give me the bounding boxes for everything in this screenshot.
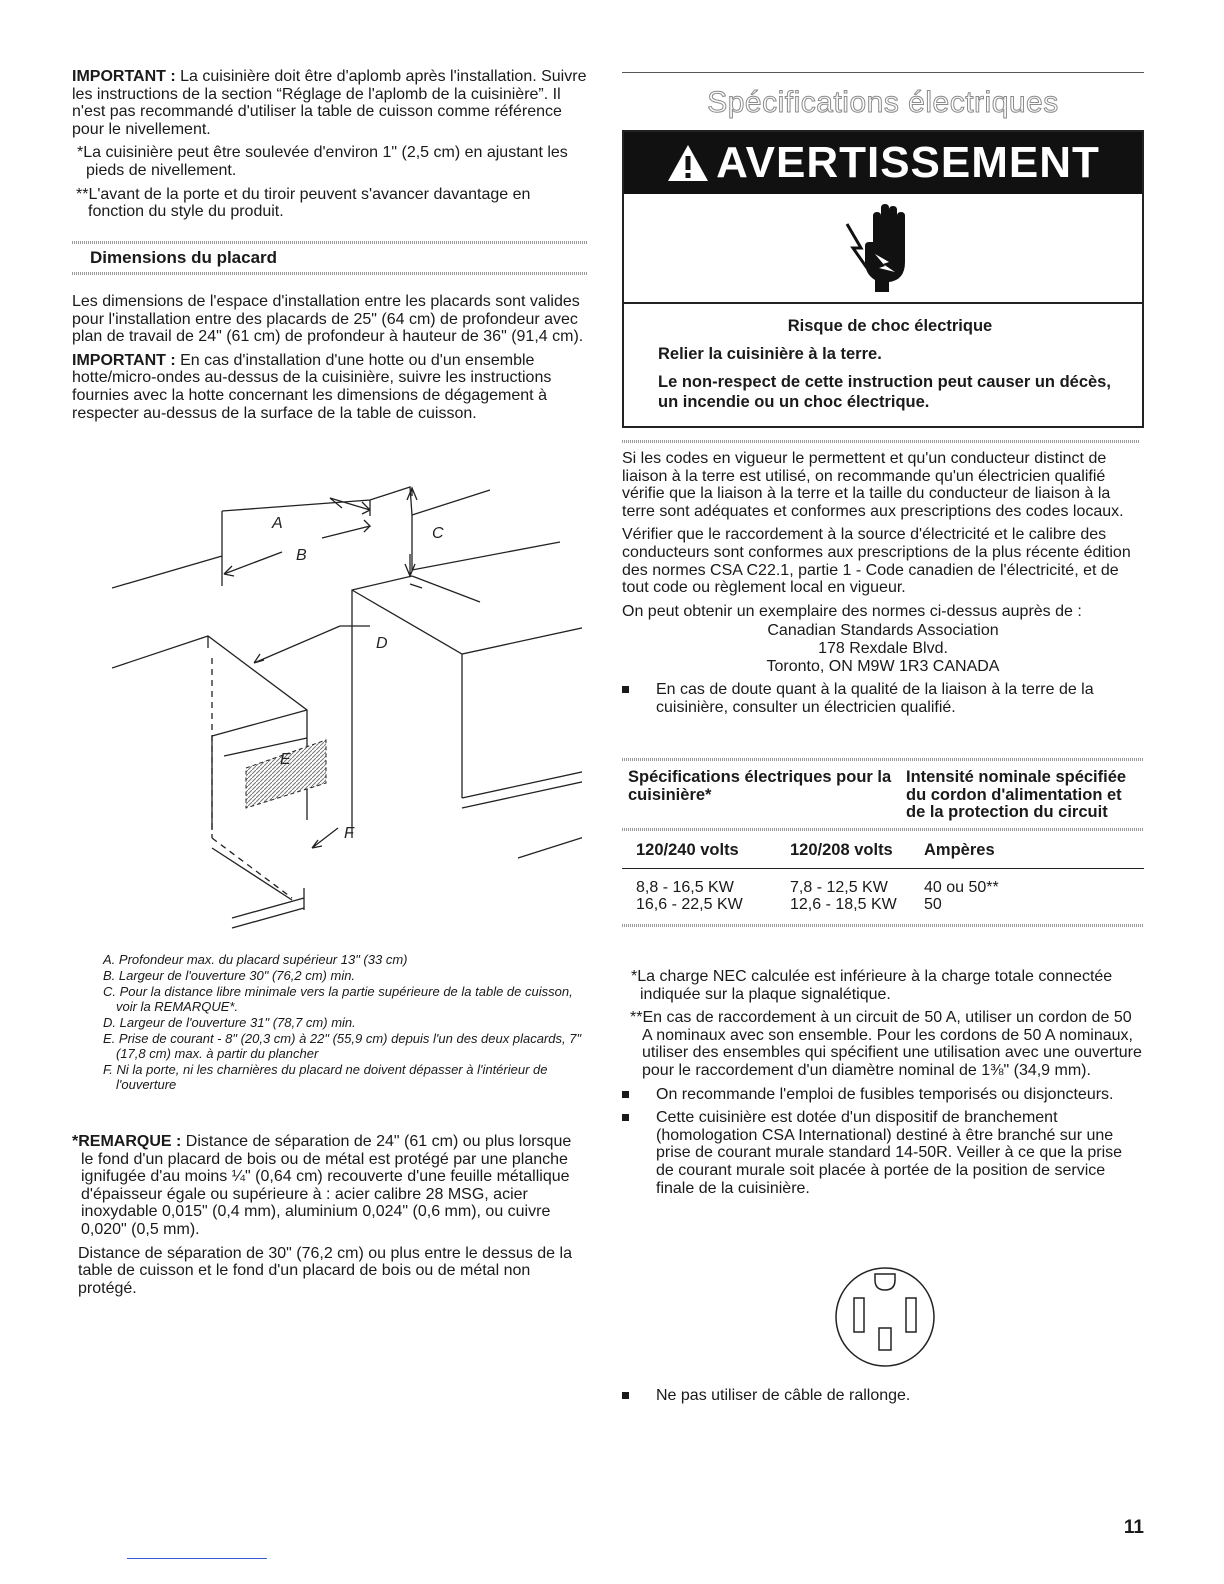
- spec-table-columns: [622, 831, 1144, 869]
- section-title: Dimensions du placard: [90, 248, 278, 267]
- leveling-footnote: *La cuisinière peut être soulevée d'environ 1" (2,5 cm) en ajustant les pieds de nivellement.: [77, 144, 568, 179]
- table-cell: 16,6 - 22,5 KW: [636, 896, 743, 914]
- caption-f: F. Ni la porte, ni les charnières du placard ne doivent dépasser à l'intérieur de l'ouverture: [103, 1062, 548, 1092]
- col-240: 120/240 volts: [636, 840, 739, 859]
- spec-table-body: [622, 869, 1144, 914]
- cabinet-dimensions-header: [72, 241, 588, 275]
- warning-line-2: Le non-respect de cette instruction peut causer un décès, un incendie ou un choc électrique.: [658, 373, 1111, 411]
- remarque-paragraph: [72, 1133, 588, 1239]
- copy-paragraph: On peut obtenir un exemplaire des normes ci-dessus auprès de :: [622, 602, 1082, 620]
- important-label: IMPORTANT :: [72, 68, 176, 85]
- warning-box: [622, 130, 1144, 428]
- electrical-text: [622, 450, 1144, 716]
- caption-a: A. Profondeur max. du placard supérieur 13" (33 cm): [103, 952, 408, 967]
- cabinet-dimensions-text: [72, 293, 588, 422]
- warning-heading: AVERTISSEMENT: [716, 138, 1100, 187]
- electrical-footnotes: [622, 968, 1144, 1197]
- divider: [72, 272, 588, 275]
- table-row: [622, 879, 1144, 897]
- col-208: 120/208 volts: [790, 840, 893, 859]
- warning-line-1: Relier la cuisinière à la terre.: [658, 345, 882, 363]
- cord-footnote: **En cas de raccordement à un circuit de 50 A, utiliser un cordon de 50 A nominaux avec son ensemble. Pour les cordons de 50 A nominaux, utiliser des ensembles qui spécifient une utilisation avec une ouverture pour le raccordement d'un diamètre nominal de 1⅜" (34,9 mm).: [630, 1009, 1142, 1079]
- important-label: IMPORTANT :: [72, 351, 176, 369]
- remarque-label: *REMARQUE :: [72, 1133, 182, 1150]
- head-specifications: Spécifications électriques pour la cuisinière*: [628, 768, 892, 804]
- important-text: La cuisinière doit être d'aplomb après l'installation. Suivre les instructions de la section “Réglage de l'aplomb de la cuisinière”. Il n'est pas recommandé d'utiliser la table de cuisson comme référence pour le nivellement.: [72, 68, 587, 138]
- table-cell: 7,8 - 12,5 KW: [790, 878, 888, 896]
- label-d: D: [376, 635, 388, 652]
- outlet-14-50r-icon: [832, 1262, 938, 1372]
- hood-important-paragraph: [72, 352, 588, 422]
- spec-table-head: [622, 761, 1144, 828]
- distance-paragraph: Distance de séparation de 30" (76,2 cm) ou plus entre le dessus de la table de cuisson et le fond d'un placard de bois ou de métal non protégé.: [78, 1244, 572, 1297]
- csa-address: [622, 622, 1144, 675]
- col-amperes: Ampères: [924, 840, 995, 859]
- address-line-1: Canadian Standards Association: [767, 622, 999, 640]
- electric-shock-hand-icon: [843, 202, 923, 294]
- diagram-captions: [98, 952, 588, 1093]
- remarque-text: Distance de séparation de 24" (61 cm) ou plus lorsque le fond d'un placard de bois ou de métal est protégé par une planche ignifugée d'au moins ¼" (0,64 cm) recouverte d'une feuille métallique d'épaisseur égale ou supérieure à : acier calibre 28 MSG, acier inoxydable 0,015" (0,4 mm), aluminium 0,024" (0,6 mm), ou cuivre 0,020" (0,5 mm).: [81, 1133, 572, 1238]
- bullet-qualified-electrician: En cas de doute quant à la qualité de la liaison à la terre de la cuisinière, consulter un électricien qualifié.: [622, 681, 1144, 716]
- door-footnote: **L'avant de la porte et du tiroir peuvent s'avancer davantage en fonction du style du produit.: [76, 185, 531, 221]
- important-leveling-paragraph: [72, 68, 588, 138]
- shock-icon-area: [624, 194, 1142, 304]
- top-rule: [622, 72, 1144, 73]
- nec-footnote: *La charge NEC calculée est inférieure à la charge totale connectée indiquée sur la plaque signalétique.: [631, 968, 1113, 1003]
- table-cell: 8,8 - 16,5 KW: [636, 878, 734, 896]
- bullet-no-extension: Ne pas utiliser de câble de rallonge.: [622, 1387, 1144, 1405]
- grounding-paragraph: Si les codes en vigueur le permettent et qu'un conducteur distinct de liaison à la terre est utilisé, on recommande qu'un électricien qualifié vérifie que la liaison à la terre et la taille du conducteur de liaison à la terre sont adéquates et conformes aux prescriptions des codes locaux.: [622, 450, 1124, 520]
- warning-triangle-icon: [666, 143, 710, 183]
- caption-b: B. Largeur de l'ouverture 30" (76,2 cm) min.: [103, 968, 356, 983]
- section-title: Spécifications électriques: [707, 86, 1059, 119]
- caption-e: E. Prise de courant - 8" (20,3 cm) à 22" (55,9 cm) depuis l'un des deux placards, 7" (17,8 cm) max. à partir du plancher: [103, 1031, 582, 1061]
- important-text: En cas d'installation d'une hotte ou d'un ensemble hotte/micro-ondes au-dessus de la cuisinière, suivre les instructions fournies avec la hotte concernant les dimensions de dégagement à respecter au-dessus de la surface de la table de cuisson.: [72, 351, 552, 422]
- bullet-outlet: Cette cuisinière est dotée d'un dispositif de branchement (homologation CSA International) destiné à être branché sur une prise de courant murale standard 14-50R. Veiller à ce que la prise de courant murale soit placée à portée de la position de service finale de la cuisinière.: [622, 1109, 1144, 1197]
- dimensions-paragraph: Les dimensions de l'espace d'installation entre les placards sont valides pour l'installation entre des placards de 25" (64 cm) de profondeur avec plan de travail de 24" (61 cm) de profondeur à hauteur de 36" (91,4 cm).: [72, 293, 584, 346]
- warning-text: [624, 304, 1142, 426]
- hazard-title: Risque de choc électrique: [787, 317, 993, 335]
- address-line-3: Toronto, ON M9W 1R3 CANADA: [766, 657, 1000, 675]
- address-line-2: 178 Rexdale Blvd.: [818, 639, 948, 657]
- remarque-section: [72, 1133, 588, 1297]
- spec-table: [622, 758, 1144, 927]
- head-rated-amperage: Intensité nominale spécifiée du cordon d'alimentation et de la protection du circuit: [906, 768, 1127, 821]
- table-cell: 12,6 - 18,5 KW: [790, 896, 897, 914]
- warning-header: [624, 132, 1142, 194]
- bullet-fuses: On recommande l'emploi de fusibles temporisés ou disjoncteurs.: [622, 1086, 1144, 1104]
- installation-notes: [72, 68, 588, 221]
- label-b: B: [296, 547, 307, 564]
- table-row: [622, 896, 1144, 914]
- label-e: E: [280, 751, 291, 768]
- divider: [622, 924, 1144, 927]
- caption-d: D. Largeur de l'ouverture 31" (78,7 cm) min.: [103, 1015, 356, 1030]
- divider: [622, 440, 1140, 443]
- table-cell: 50: [924, 896, 942, 914]
- label-c: C: [432, 525, 444, 542]
- label-f: F: [344, 825, 354, 842]
- table-cell: 40 ou 50**: [924, 878, 999, 896]
- page-number: 11: [1123, 1517, 1144, 1538]
- footer-rule: [127, 1558, 267, 1559]
- cabinet-dimensions-diagram: [112, 478, 582, 938]
- caption-c: C. Pour la distance libre minimale vers la partie supérieure de la table de cuisson, voir la REMARQUE*.: [103, 984, 573, 1014]
- label-a: A: [272, 515, 283, 532]
- csa-paragraph: Vérifier que le raccordement à la source d'électricité et le calibre des conducteurs sont conformes aux prescriptions de la plus récente édition des normes CSA C22.1, partie 1 - Code canadien de l'électricité, et de tout code ou règlement local en vigueur.: [622, 526, 1131, 597]
